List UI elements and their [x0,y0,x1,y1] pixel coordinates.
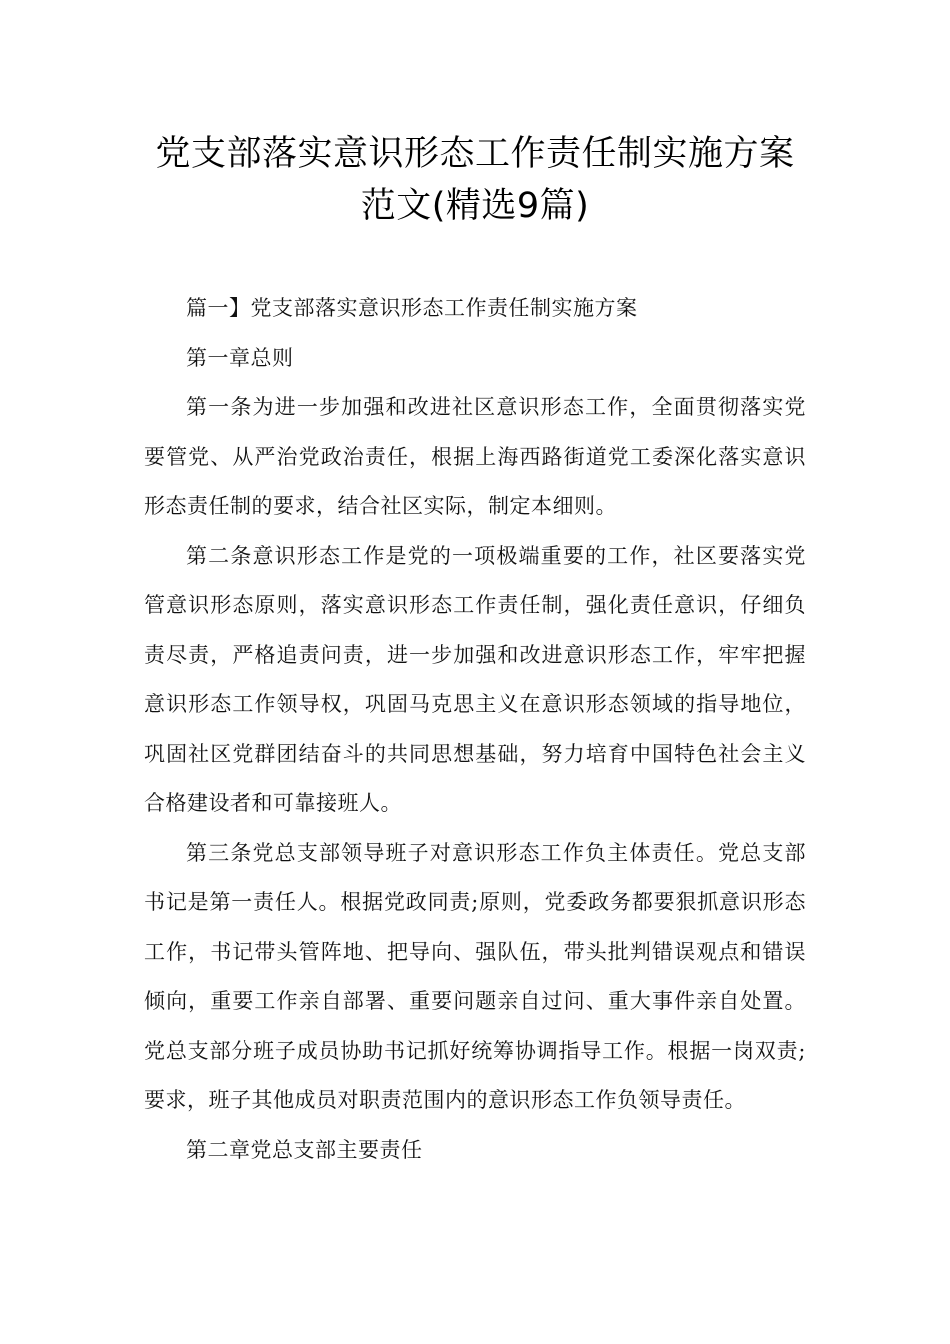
document-body [144,284,806,1175]
document-title: 党支部落实意识形态工作责任制实施方案范文(精选9篇) [155,134,795,226]
paragraph-article-three: 第三条党总支部领导班子对意识形态工作负主体责任。党总支部书记是第一责任人。根据党政同责;原则，党委政务都要狠抓意识形态工作，书记带头管阵地、把导向、强队伍，带头批判错误观点和错误倾向，重要工作亲自部署、重要问题亲自过问、重大事件亲自处置。党总支部分班子成员协助书记抓好统筹协调指导工作。根据一岗双责;要求，班子其他成员对职责范围内的意识形态工作负领导责任。 [144,840,806,1112]
paragraph-chapter-one: 第一章总则 [186,345,294,370]
paragraph-article-two: 第二条意识形态工作是党的一项极端重要的工作，社区要落实党管意识形态原则，落实意识形态工作责任制，强化责任意识，仔细负责尽责，严格追责问责，进一步加强和改进意识形态工作，牢牢把握意识形态工作领导权，巩固马克思主义在意识形态领域的指导地位，巩固社区党群团结奋斗的共同思想基础，努力培育中国特色社会主义合格建设者和可靠接班人。 [144,543,806,815]
paragraph-chapter-two: 第二章党总支部主要责任 [186,1137,423,1162]
paragraph-article-one: 第一条为进一步加强和改进社区意识形态工作，全面贯彻落实党要管党、从严治党政治责任，根据上海西路街道党工委深化落实意识形态责任制的要求，结合社区实际，制定本细则。 [144,395,806,518]
paragraph-section-heading: 篇一】党支部落实意识形态工作责任制实施方案 [186,296,638,320]
